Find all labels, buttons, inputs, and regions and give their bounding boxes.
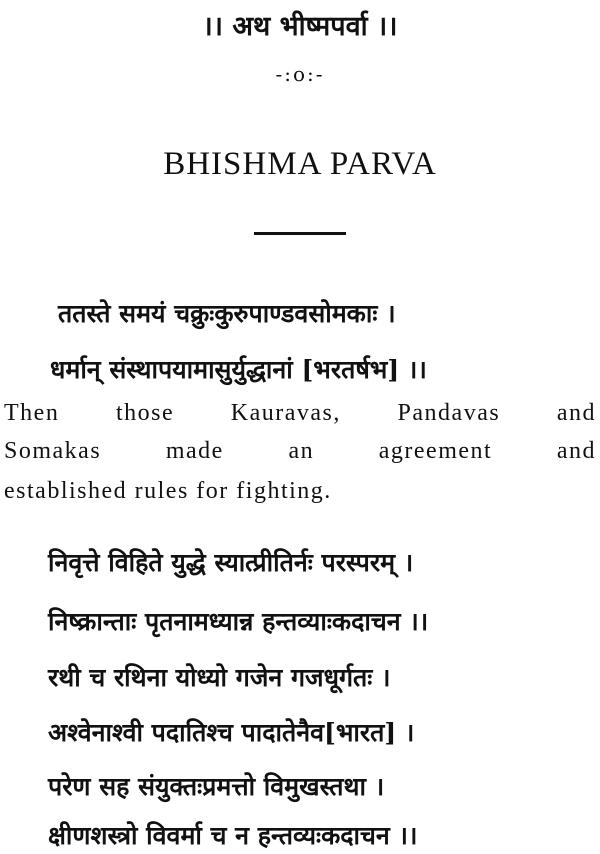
verse-line: रथी च रथिना योध्यो गजेन गजधूर्गतः । (48, 663, 391, 692)
page-title: BHISHMA PARVA (163, 146, 437, 182)
verse-line: निवृत्ते विहिते युद्धे स्यात्प्रीतिर्नः परस्परम् । (48, 548, 414, 577)
verse-line: क्षीणशस्त्रो विवर्मा च न हन्तव्यःकदाचन ।। (48, 821, 418, 850)
title-underline-rule (254, 232, 346, 235)
verse-line: परेण सह संयुक्तःप्रमत्तो विमुखस्तथा । (48, 772, 385, 801)
verse-line: अश्वेनाश्वी पदातिश्च पादातेनैव[भारत] । (48, 718, 415, 747)
verse-line: निष्क्रान्ताः पृतनामध्यान्न हन्तव्याःकदाचन ।। (48, 607, 429, 636)
translation-line: Somakas made an agreement and (4, 438, 596, 464)
verse-line: ततस्ते समयं चक्रुःकुरुपाण्डवसोमकाः । (58, 299, 396, 328)
verse-line: धर्मान् संस्थापयामासुर्युद्धानां [भरतर्षभ] ।। (50, 355, 427, 384)
translation-line: Then those Kauravas, Pandavas and (4, 400, 596, 426)
sanskrit-heading: ।। अथ भीष्मपर्वा ।। (202, 11, 398, 42)
ornamental-separator: -:o:- (275, 62, 325, 86)
translation-line: established rules for fighting. (4, 478, 332, 504)
